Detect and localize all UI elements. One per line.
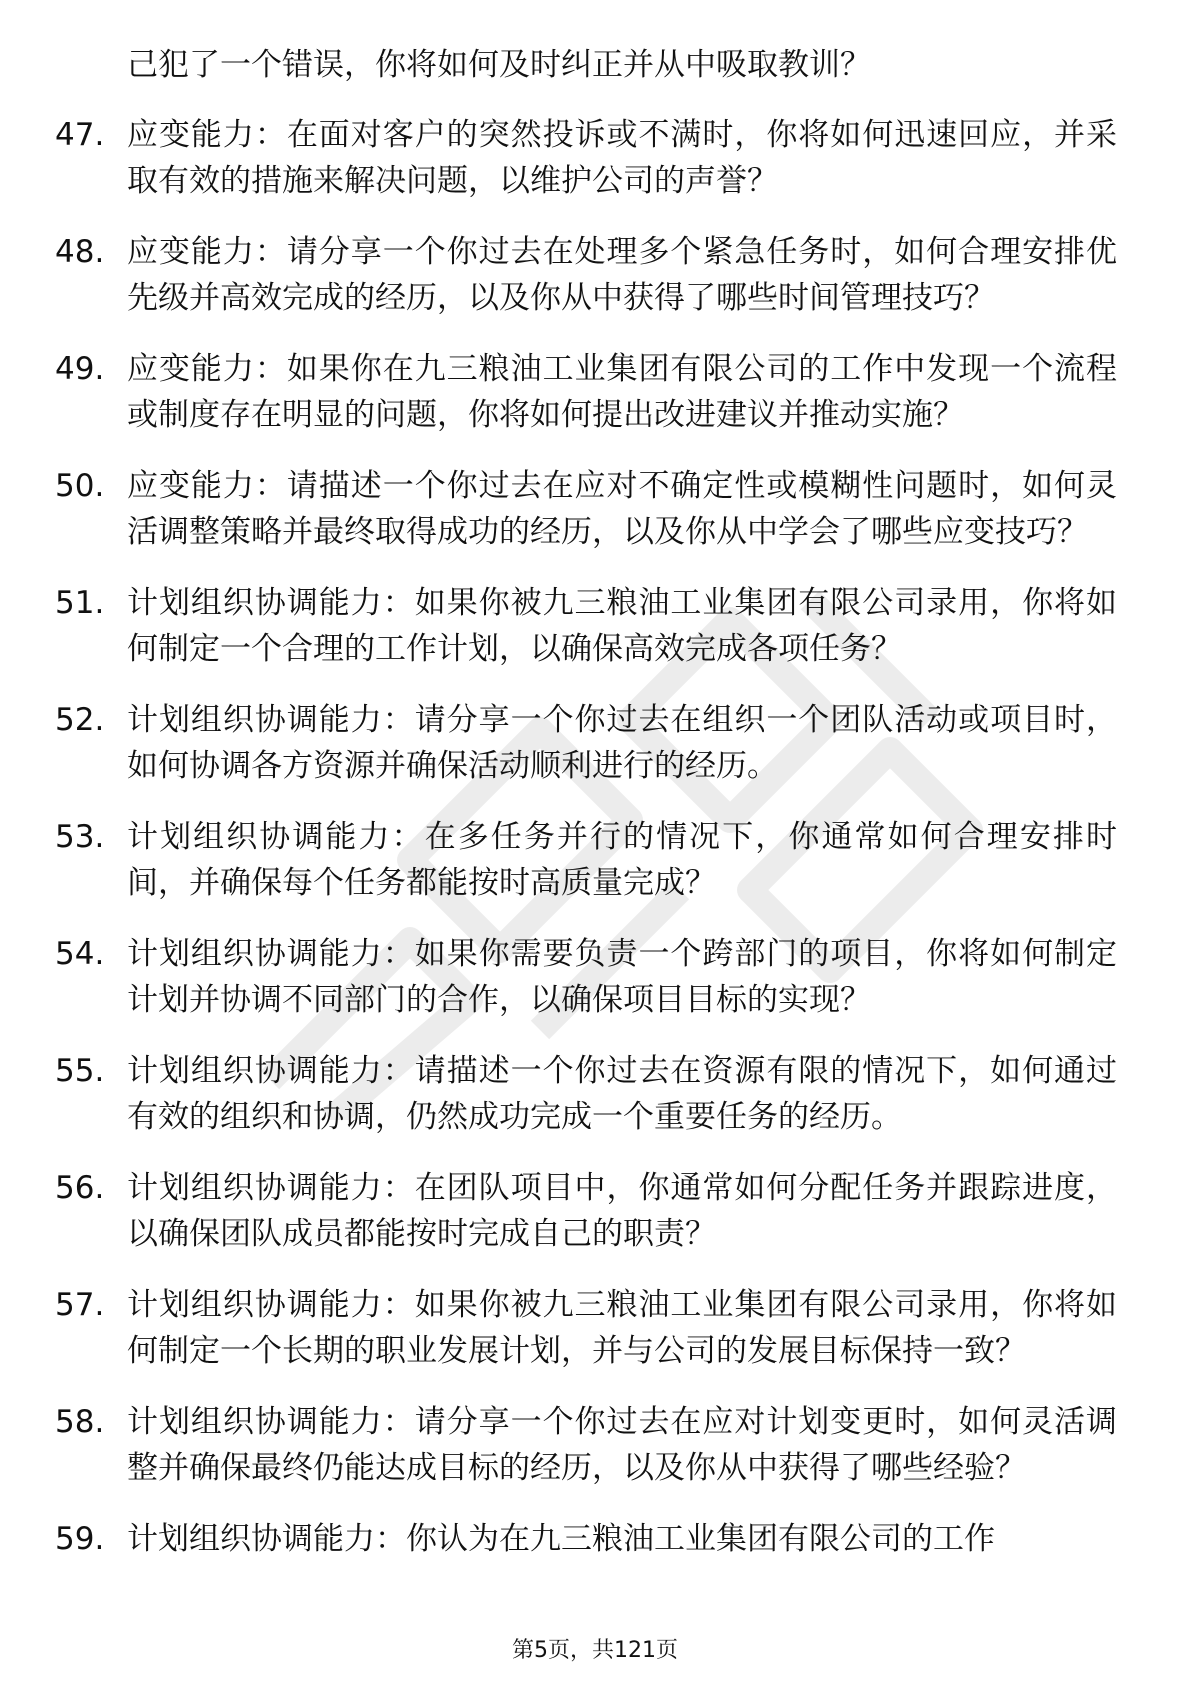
question-item (0, 463, 1190, 555)
question-item (0, 814, 1190, 906)
question-number: 52. (55, 702, 105, 738)
question-item (0, 229, 1190, 321)
question-number: 53. (55, 819, 105, 855)
question-item (0, 346, 1190, 438)
question-text: 计划组织协调能力：请分享一个你过去在应对计划变更时，如何灵活调整并确保最终仍能达成目标的经历，以及你从中获得了哪些经验？ (127, 1404, 1117, 1486)
question-number: 49. (55, 351, 105, 387)
continuation-text: 己犯了一个错误，你将如何及时纠正并从中吸取教训？ (127, 47, 871, 83)
page-number-label: 第5页，共121页 (512, 1638, 678, 1663)
question-text: 计划组织协调能力：如果你被九三粮油工业集团有限公司录用，你将如何制定一个合理的工作计划，以确保高效完成各项任务？ (127, 585, 1117, 667)
question-text: 计划组织协调能力：如果你需要负责一个跨部门的项目，你将如何制定计划并协调不同部门的合作，以确保项目目标的实现？ (127, 936, 1117, 1018)
question-item (0, 1516, 1190, 1562)
question-item (0, 1399, 1190, 1491)
question-number: 58. (55, 1404, 105, 1440)
question-number: 57. (55, 1287, 105, 1323)
question-item (0, 112, 1190, 204)
question-text: 应变能力：在面对客户的突然投诉或不满时，你将如何迅速回应，并采取有效的措施来解决问题，以维护公司的声誉？ (127, 117, 1117, 199)
question-item (0, 697, 1190, 789)
question-list (0, 112, 1190, 1587)
question-number: 50. (55, 468, 105, 504)
question-number: 47. (55, 117, 105, 153)
question-item (0, 1282, 1190, 1374)
question-number: 56. (55, 1170, 105, 1206)
question-item (0, 580, 1190, 672)
question-number: 51. (55, 585, 105, 621)
question-text: 计划组织协调能力：在多任务并行的情况下，你通常如何合理安排时间，并确保每个任务都能按时高质量完成？ (127, 819, 1117, 901)
question-item (0, 931, 1190, 1023)
question-text: 计划组织协调能力：请分享一个你过去在组织一个团队活动或项目时，如何协调各方资源并确保活动顺利进行的经历。 (127, 702, 1117, 784)
question-number: 48. (55, 234, 105, 270)
question-text: 计划组织协调能力：你认为在九三粮油工业集团有限公司的工作 (127, 1521, 995, 1557)
question-text: 应变能力：请分享一个你过去在处理多个紧急任务时，如何合理安排优先级并高效完成的经历，以及你从中获得了哪些时间管理技巧？ (127, 234, 1117, 316)
question-number: 54. (55, 936, 105, 972)
question-number: 55. (55, 1053, 105, 1089)
question-item (0, 1048, 1190, 1140)
question-item (0, 1165, 1190, 1257)
question-text: 应变能力：请描述一个你过去在应对不确定性或模糊性问题时，如何灵活调整策略并最终取得成功的经历，以及你从中学会了哪些应变技巧？ (127, 468, 1117, 550)
question-text: 计划组织协调能力：请描述一个你过去在资源有限的情况下，如何通过有效的组织和协调，仍然成功完成一个重要任务的经历。 (127, 1053, 1117, 1135)
question-number: 59. (55, 1521, 105, 1557)
question-text: 应变能力：如果你在九三粮油工业集团有限公司的工作中发现一个流程或制度存在明显的问题，你将如何提出改进建议并推动实施？ (127, 351, 1117, 433)
question-text: 计划组织协调能力：在团队项目中，你通常如何分配任务并跟踪进度，以确保团队成员都能按时完成自己的职责？ (127, 1170, 1117, 1252)
question-text: 计划组织协调能力：如果你被九三粮油工业集团有限公司录用，你将如何制定一个长期的职业发展计划，并与公司的发展目标保持一致？ (127, 1287, 1117, 1369)
page-footer (0, 1636, 1190, 1666)
